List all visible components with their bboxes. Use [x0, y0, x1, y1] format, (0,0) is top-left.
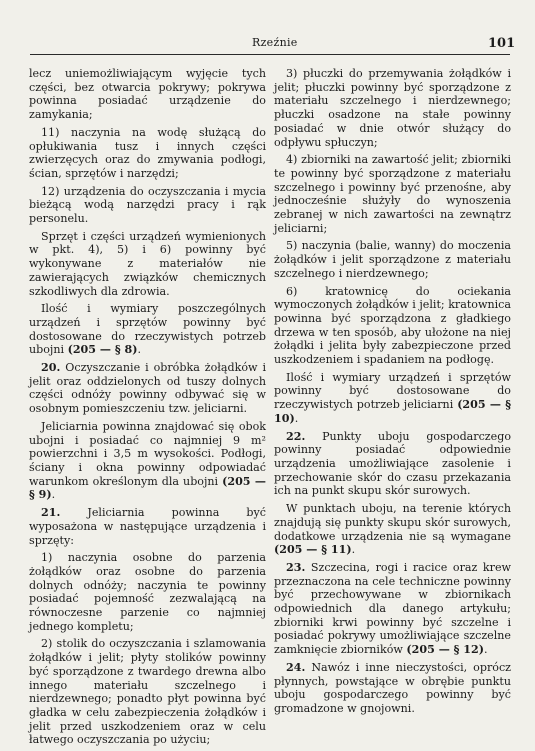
paragraph-text: 3) płuczki do przemywania żołądków i jelit; płuczki powinny być sporządzone z materiału szczelnego i nierdzewnego; płuczki osadzone na stałe powinny posiadać w dnie otwór służący do odpływu spłuczyn;: [274, 67, 511, 149]
paragraph: [29, 126, 266, 181]
paragraph-text: Ilość i wymiary poszczególnych urządzeń i sprzętów powinny być dostosowane do rzeczywistych potrzeb ubojni: [29, 302, 266, 357]
paragraph: [29, 185, 266, 226]
legal-reference: (205 — § 11): [274, 543, 352, 557]
paragraph-tail: .: [484, 643, 488, 657]
paragraph-tail: .: [137, 343, 141, 357]
paragraph-text: Jeliciarnia powinna znajdować się obok ubojni i posiadać co najmniej 9 m² powierzchni i 3,5 m wysokości. Podłogi, ściany i okna powinny odpowiadać warunkom określonym dla ubojni: [29, 419, 266, 488]
running-title: Rzeźnie: [252, 36, 298, 49]
legal-reference: (205 — § 9): [29, 474, 266, 502]
paragraph-text: 1) naczynia osobne do parzenia żołądków oraz osobne do parzenia dolnych odnóży; naczynia te powinny posiadać pojemność zezwalającą na równoczesne parzenie co najmniej jednego kompletu;: [29, 551, 266, 633]
paragraph: [29, 67, 266, 122]
paragraph-number: 20.: [41, 361, 61, 375]
page-header: [0, 0, 535, 58]
paragraph-text: 5) naczynia (balie, wanny) do moczenia żołądków i jelit sporządzone z materiału szczelnego i nierdzewnego;: [274, 239, 511, 280]
paragraph: [274, 67, 511, 149]
paragraph-text: Sprzęt i części urządzeń wymienionych w pkt. 4), 5) i 6) powinny być wykonywane z materiałów nie zawierających związków chemicznych szkodliwych dla zdrowia.: [29, 229, 266, 298]
paragraph-number: 21.: [41, 506, 61, 520]
paragraph-text: 4) zbiorniki na zawartość jelit; zbiorniki te powinny być sporządzone z materiału szczelnego i powinny być przenośne, aby jednocześnie służyły do wynoszenia zebranej w nich zawartości na zewnątrz jeliciarni;: [274, 153, 511, 235]
paragraph: [274, 561, 511, 657]
paragraph: [29, 551, 266, 633]
paragraph-text: 11) naczynia na wodę służącą do opłukiwania tusz i innych części zwierzęcych oraz do zmywania podłogi, ścian, sprzętów i narzędzi;: [29, 125, 266, 180]
paragraph-number: 24.: [286, 660, 306, 674]
paragraph: [29, 420, 266, 502]
paragraph: [274, 371, 511, 426]
paragraph-text: Szczecina, rogi i racice oraz krew przeznaczona na cele techniczne powinny być przechowywane w zbiornikach odpowiednich dla danego artykułu; zbiorniki krwi powinny być szczelne i posiadać pokrywy umożliwiające szczelne zamknięcie zbiorników: [274, 560, 511, 657]
paragraph-number: 23.: [286, 560, 306, 574]
header-rule: [30, 54, 510, 55]
paragraph-text: 2) stolik do oczyszczania i szlamowania żołądków i jelit; płyty stolików powinny być sporządzone z twardego drewna albo innego materiału szczelnego i nierdzewnego; ponadto płyt powinna być gładka w celu zabezpieczenia żołądków i jelit przed uszkodzeniem oraz w celu łatwego oczyszczania po użyciu;: [29, 637, 266, 747]
paragraph-tail: .: [351, 543, 356, 557]
legal-reference: (205 — § 8): [67, 343, 138, 357]
paragraph: [274, 430, 511, 499]
legal-reference: (205 — § 10): [274, 398, 512, 425]
paragraph-text: W punktach uboju, na terenie których znajdują się punkty skupu skór surowych, dodatkowe urządzenia nie są wymagane: [274, 502, 511, 543]
paragraph-number: 22.: [286, 429, 306, 443]
paragraph-tail: .: [294, 411, 299, 425]
paragraph-text: Jeliciarnia powinna być wyposażona w następujące urządzenia i sprzęty:: [29, 506, 266, 547]
paragraph: [29, 302, 266, 357]
paragraph: [274, 239, 511, 280]
paragraph: [274, 661, 511, 716]
page-number: 101: [488, 36, 516, 51]
right-column: [274, 67, 511, 720]
left-column: [29, 67, 266, 751]
paragraph-text: Punkty uboju gospodarczego powinny posiadać odpowiednie urządzenia umożliwiające zasolenie i przechowanie skór do czasu przekazania ich na punkt skupu skór surowych.: [274, 429, 511, 498]
paragraph: [274, 153, 511, 235]
paragraph-text: Oczyszczanie i obróbka żołądków i jelit oraz oddzielonych od tuszy dolnych części odnóży powinny odbywać się w osobnym pomieszczeniu tzw. jeliciarni.: [29, 361, 266, 416]
paragraph: [274, 502, 511, 557]
paragraph-text: lecz uniemożliwiającym wyjęcie tych części, bez otwarcia pokrywy; pokrywa powinna posiadać urządzenie do zamykania;: [29, 67, 266, 122]
paragraph-text: 6) kratownicę do ociekania wymoczonych żołądków i jelit; kratownica powinna być sporządzona z gładkiego drzewa w ten sposób, aby ułożone na niej żołądki i jelita były zabezpieczone przed uszkodzeniem i spadaniem na podłogę.: [274, 284, 511, 367]
paragraph: [29, 361, 266, 416]
legal-reference: (205 — § 12): [406, 643, 484, 657]
paragraph-text: Ilość i wymiary urządzeń i sprzętów powinny być dostosowane do rzeczywistych potrzeb jeliciarni: [274, 370, 511, 412]
paragraph-tail: .: [51, 488, 56, 502]
paragraph-text: 12) urządzenia do oczyszczania i mycia bieżącą wodą narzędzi pracy i rąk personelu.: [29, 184, 266, 226]
paragraph: [29, 506, 266, 547]
paragraph: [29, 230, 266, 299]
paragraph-text: Nawóz i inne nieczystości, oprócz płynnych, powstające w obrębie punktu uboju gospodarczego powinny być gromadzone w gnojowni.: [274, 660, 511, 715]
paragraph: [29, 637, 266, 747]
paragraph: [274, 285, 511, 367]
